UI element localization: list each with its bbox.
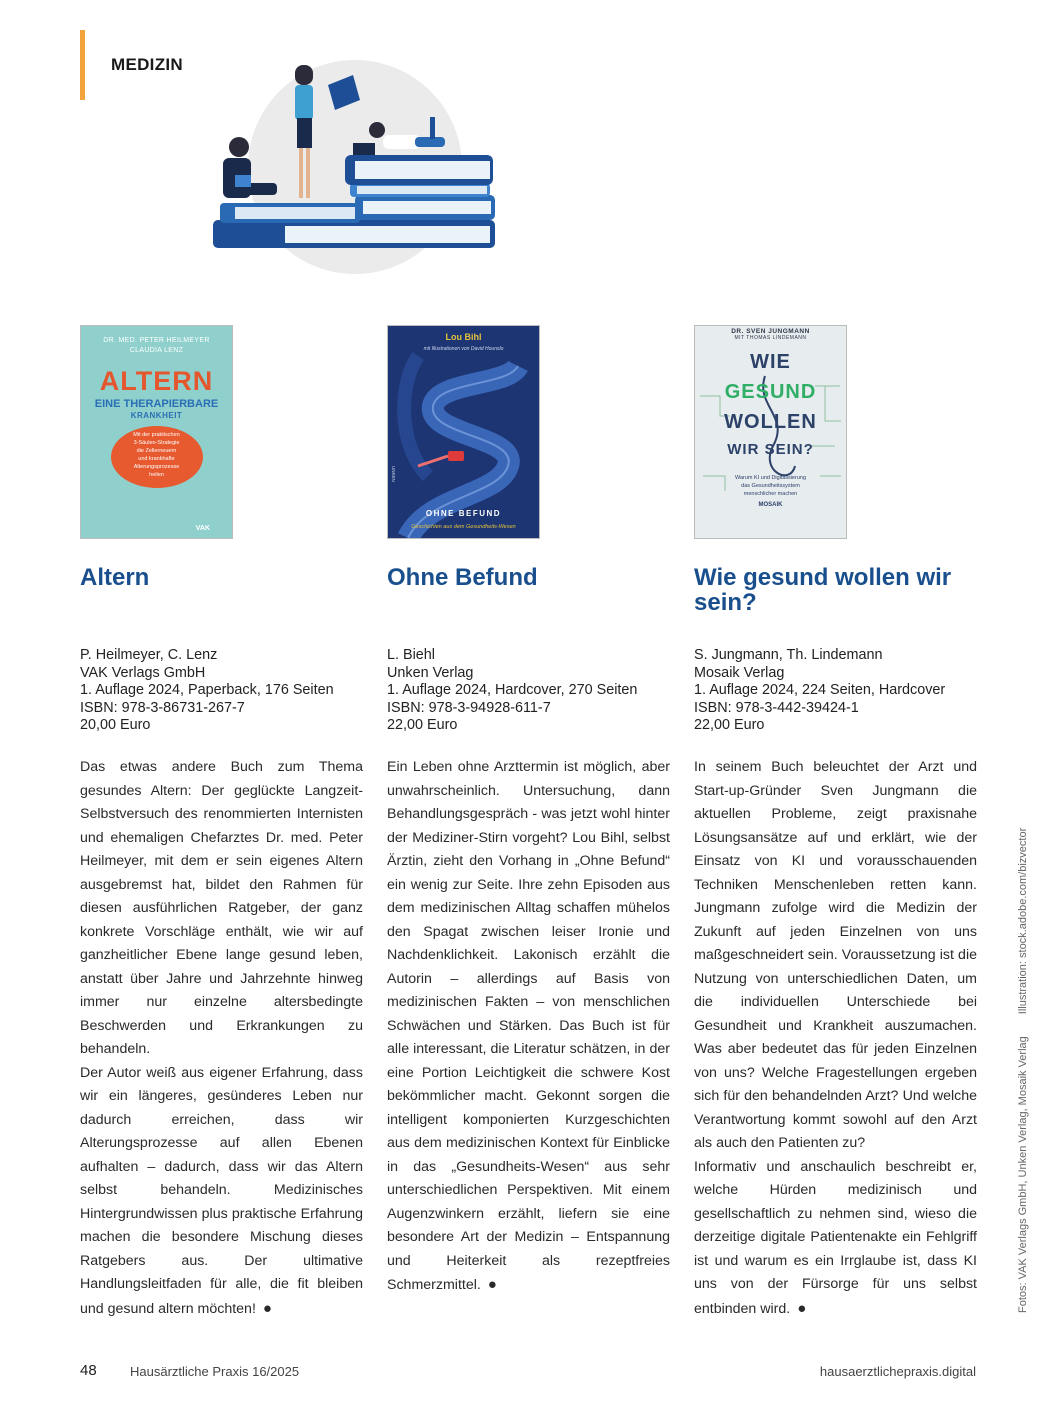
- book-authors: L. Biehl: [387, 647, 435, 663]
- book-publisher: Mosaik Verlag: [694, 664, 785, 681]
- illustration-credit: Illustration: stock.adobe.com/bizvector: [1017, 827, 1029, 1015]
- cover-publisher: VAK: [195, 525, 210, 532]
- cover-subtitle: Geschichten aus dem Gesundheits-Wesen: [411, 524, 516, 530]
- image-credits: [1017, 828, 1029, 1313]
- cover-title-line: WIR SEIN?: [727, 441, 814, 458]
- book-isbn: ISBN: 978-3-86731-267-7: [80, 699, 245, 716]
- book-publisher: VAK Verlags GmbH: [80, 664, 206, 681]
- cover-author: DR. SVEN JUNGMANN: [731, 328, 810, 335]
- cover-subtitle: EINE THERAPIERBARE: [94, 398, 219, 410]
- book-meta: [80, 647, 368, 735]
- book-column-ohne-befund: [387, 325, 675, 1293]
- end-mark: ●: [262, 1299, 272, 1317]
- cover-author: DR. MED. PETER HEILMEYER: [103, 337, 210, 344]
- book-price: 20,00 Euro: [80, 717, 151, 734]
- cover-title: ALTERN: [99, 366, 214, 396]
- book-authors: S. Jungmann, Th. Lindemann: [694, 647, 883, 663]
- cover-road-art: [388, 326, 539, 538]
- review-paragraph: Informativ und anschaulich beschreibt er, welche Hürden medizinisch und gesellschaftlich zu nehmen sind, wieso die derzeitige digitale Patientenakte ein Fehlgriff ist und warum es ein Irrglaube ist, dass KI uns von der Fürsorge für uns selbst entbinden wird. ●: [694, 1158, 977, 1317]
- cover-title: OHNE BEFUND: [425, 509, 502, 518]
- book-edition: 1. Auflage 2024, 224 Seiten, Hardcover: [694, 682, 946, 699]
- book-cover-altern: [80, 325, 233, 539]
- end-mark: ●: [797, 1299, 807, 1317]
- cover-title-line: GESUND: [724, 381, 817, 403]
- cover-title-line: WOLLEN: [724, 411, 817, 433]
- book-review: [694, 756, 977, 1321]
- cover-coauthor: MIT THOMAS LINDEMANN: [734, 335, 807, 341]
- book-price: 22,00 Euro: [694, 717, 765, 734]
- cover-publisher: MOSAIK: [758, 502, 783, 508]
- review-paragraph: In seinem Buch beleuchtet der Arzt und Start-up-Gründer Sven Jungmann die aktuellen Probleme, zeigt praxisnahe Lösungsansätze auf und erklärt, wie der Einsatz von KI und vorausschauenden Techniken Menschenleben retten kann. Jungmann zufolge wird die Medizin der Zukunft auf jeden Einzelnen von uns maßgeschneidert sein. Voraussetzung ist die Nutzung von unterschiedlichen Daten, um die individuellen Unterschiede bei Gesundheit und Krankheit auszumachen. Was aber bedeutet das für jeden Einzelnen von uns? Welche Fragestellungen ergeben sich für den behandelnden Arzt? Und welche Verantwortung kommt sowohl auf den Arzt als auch den Patienten zu?: [694, 759, 977, 1151]
- book-cover-wie-gesund: [694, 325, 847, 539]
- book-edition: 1. Auflage 2024, Hardcover, 270 Seiten: [387, 682, 638, 699]
- book-review: [80, 756, 363, 1321]
- cover-title-line: WIE: [750, 351, 791, 373]
- book-title: Wie gesund wollen wir sein?: [694, 564, 952, 616]
- book-price: 22,00 Euro: [387, 717, 458, 734]
- book-column-altern: [80, 325, 368, 1317]
- book-edition: 1. Auflage 2024, Paperback, 176 Seiten: [80, 682, 334, 699]
- cover-tagline: Warum KI und Digitalisierung das Gesundheitssystem menschlicher machen: [734, 475, 807, 497]
- review-paragraph: Der Autor weiß aus eigener Erfahrung, dass wir ein längeres, gesünderes Leben nur dadurch erreichen, dass wir Alterungsprozesse auf allen Ebenen aufhalten – dadurch, dass wir das Altern selbst behandeln. Medizinisches Hintergrundwissen plus praktische Erfahrung machen die besondere Mischung dieses Ratgebers aus. Der ultimative Handlungsleitfaden für alle, die fit bleiben und gesund altern möchten! ●: [80, 1064, 363, 1317]
- section-accent-bar: [80, 30, 85, 100]
- section-label: MEDIZIN: [111, 55, 183, 74]
- cover-subtitle: KRANKHEIT: [130, 411, 183, 420]
- book-isbn: ISBN: 978-3-442-39424-1: [694, 699, 859, 716]
- book-meta: [387, 647, 675, 735]
- book-meta: [694, 647, 982, 735]
- cover-badge: Mit der praktischen 3-Säulen-Strategie die Zellerneuern und krankhafte Alterungsprozesse heilen: [111, 426, 203, 488]
- magazine-issue: Hausärztliche Praxis 16/2025: [130, 1364, 300, 1379]
- page-number: 48: [80, 1362, 97, 1379]
- reading-people-illustration: [205, 55, 500, 280]
- book-isbn: ISBN: 978-3-94928-611-7: [387, 699, 551, 716]
- review-paragraph: Das etwas andere Buch zum Thema gesundes Altern: Der geglückte Langzeit-Selbstversuch des renommierten Internisten und ehemaligen Chefarztes Dr. med. Peter Heilmeyer, mit dem er sein eigenes Altern ausgebremst hat, bildet den Rahmen für diesen ausführlichen Ratgeber, der ganz konkrete Vorschläge enthält, wie wir auf ganzheitlicher Ebene lange gesund leben, anstatt über Jahre und Jahrzehnte hinweg immer nur einzelne altersbedingte Beschwerden und Erkrankungen zu behandeln.: [80, 759, 363, 1057]
- book-title: Ohne Befund: [387, 564, 538, 591]
- book-column-wie-gesund: [694, 325, 982, 1317]
- review-paragraph: Ein Leben ohne Arzttermin ist möglich, aber unwahrscheinlich. Untersuchung, dann Behandlungsgespräch - was jetzt wohl hinter der Mediziner-Stirn vorgeht? Lou Bihl, selbst Ärztin, zieht den Vorhang in „Ohne Befund“ ein wenig zur Seite. Ihre zehn Episoden aus dem medizinischen Alltag schaffen mühelos den Spagat zwischen leiser Ironie und Nachdenklichkeit. Lakonisch erzählt die Autorin – allerdings auf Basis von medizinischen Fakten – von menschlichen Schwächen und Stärken. Das Buch ist für alle interessant, die Literatur schätzen, in der eine Portion Leichtigkeit die schwere Kost bekömmlicher macht. Gekonnt sorgen die intelligent komponierten Kurzgeschichten aus dem medizinischen Kontext für Einblicke in das „Gesundheits-Wesen“ aus sehr unterschiedlichen Perspektiven. Mit einem Augenzwinkern erzählt, liefern sie eine besondere Art der Medizin – Entspannung und Heiterkeit als rezeptfreies Schmerzmittel. ●: [387, 759, 670, 1293]
- photo-credit: Fotos: VAK Verlags GmbH, Unken Verlag, Mosaik Verlag: [1017, 1036, 1029, 1313]
- book-title: Altern: [80, 564, 150, 591]
- end-mark: ●: [487, 1276, 497, 1293]
- cover-note: mit Illustrationen von David Hounslo: [423, 346, 504, 352]
- website-url: hausaerztlichepraxis.digital: [819, 1364, 976, 1379]
- cover-author: CLAUDIA LENZ: [129, 347, 184, 354]
- cover-spine-text: UNKEN: [391, 466, 396, 482]
- book-cover-ohne-befund: [387, 325, 540, 539]
- cover-author: Lou Bihl: [445, 332, 482, 342]
- book-publisher: Unken Verlag: [387, 664, 474, 681]
- book-review: [387, 756, 670, 1298]
- book-authors: P. Heilmeyer, C. Lenz: [80, 647, 218, 663]
